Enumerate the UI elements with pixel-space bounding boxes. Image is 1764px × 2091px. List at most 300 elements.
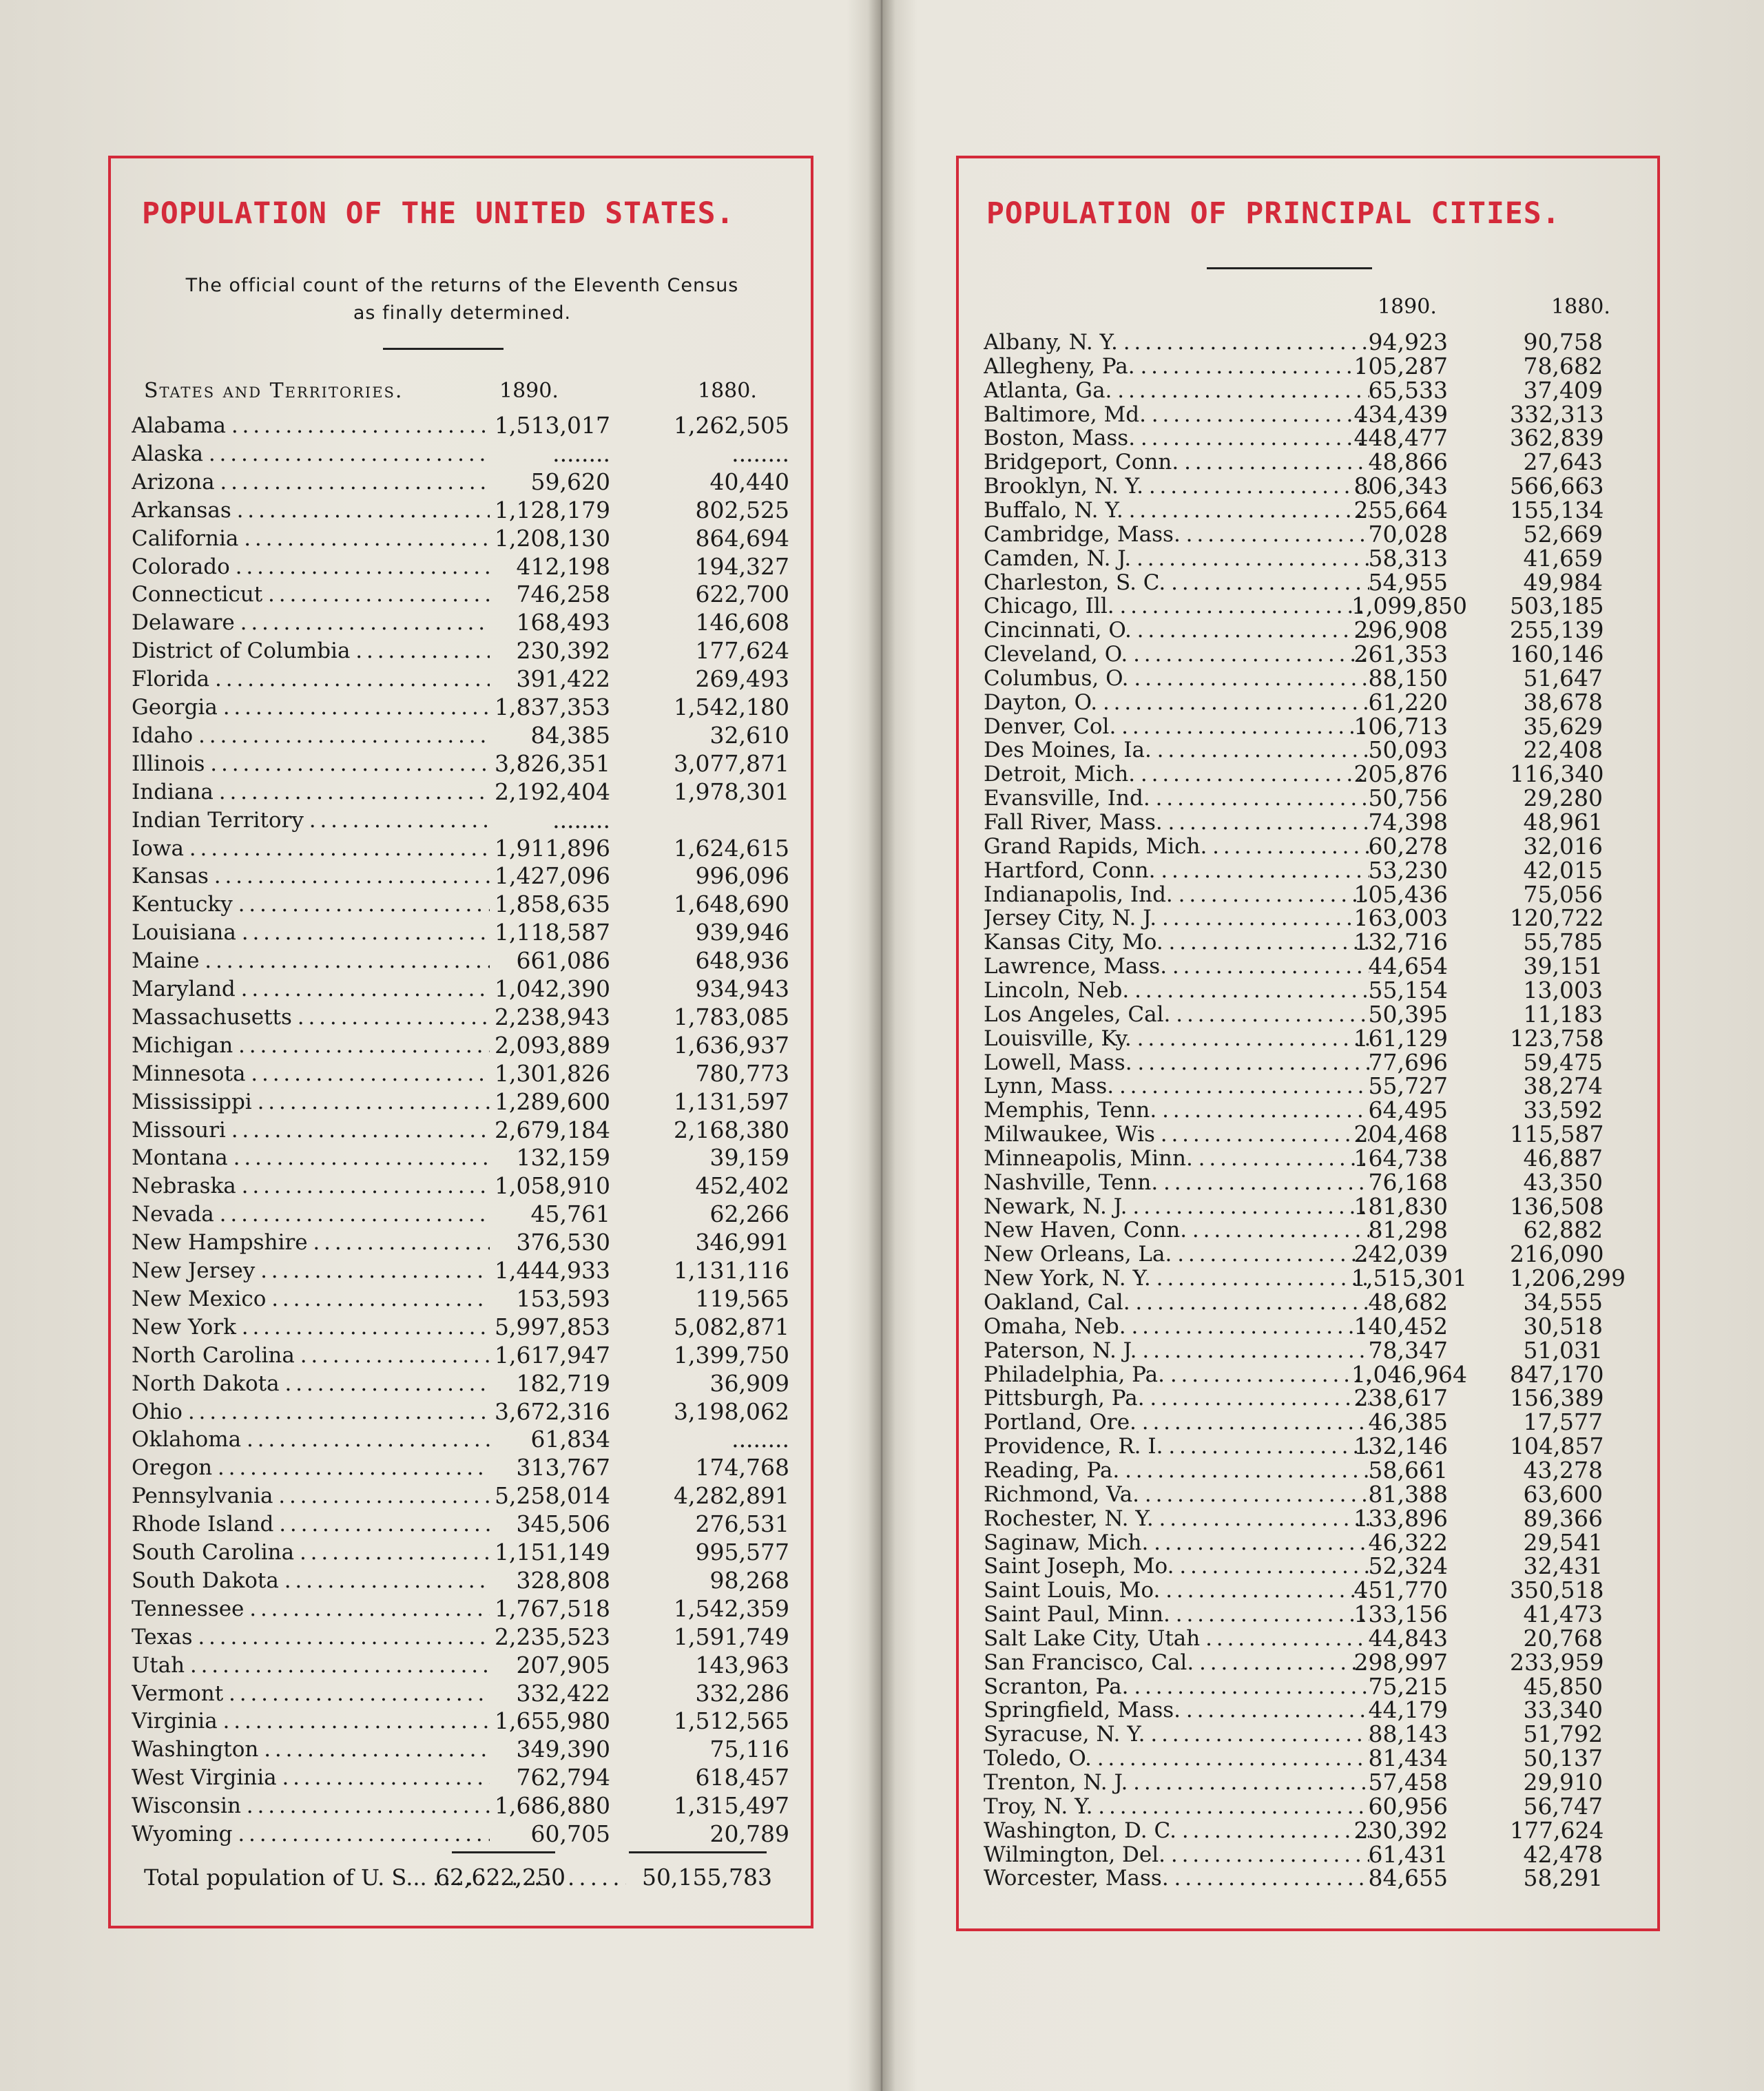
state-name: Maine . . . (132, 947, 490, 975)
city-1890-value: 298,997 (1353, 1648, 1448, 1676)
state-name: Kentucky . . . (132, 891, 490, 918)
states-page-title: POPULATION OF THE UNITED STATES. (142, 196, 735, 231)
city-name: Springfield, Mass. . . . (984, 1696, 1369, 1724)
city-row (959, 1864, 1657, 1892)
city-name: Denver, Col. . . . (984, 713, 1369, 740)
city-1890-value: 81,434 (1368, 1745, 1448, 1772)
city-name: San Francisco, Cal. . . . (984, 1649, 1369, 1676)
city-1880-value: 29,541 (1523, 1528, 1603, 1556)
city-name: Saginaw, Mich. . . . (984, 1529, 1369, 1557)
city-name: Cleveland, O. . . . (984, 641, 1369, 668)
state-name: North Carolina . . . (132, 1342, 490, 1369)
state-1890-value: 345,506 (516, 1510, 610, 1538)
state-1890-value: 1,686,880 (495, 1792, 610, 1820)
state-1890-value: 1,427,096 (495, 862, 610, 890)
city-name: Louisville, Ky. . . . (984, 1025, 1369, 1052)
state-1890-value: 2,192,404 (495, 778, 610, 805)
state-1880-value: 1,262,505 (674, 412, 789, 439)
city-1890-value: 61,431 (1368, 1840, 1448, 1868)
city-1890-value: 44,654 (1368, 953, 1448, 980)
city-name: Kansas City, Mo. . . . (984, 928, 1369, 956)
city-name: Cincinnati, O. . . . (984, 616, 1369, 644)
states-page-subtitle: The official count of the returns of the Eleventh Census as finally determined. (185, 275, 739, 324)
city-name: Lincoln, Neb. . . . (984, 977, 1369, 1004)
city-1890-value: 50,395 (1368, 1000, 1448, 1028)
state-row (111, 665, 811, 693)
city-name: Memphis, Tenn. . . . (984, 1096, 1369, 1124)
city-name: Buffalo, N. Y. . . . (984, 497, 1369, 524)
cities-population-panel (956, 156, 1660, 1931)
title-rule (1207, 267, 1372, 269)
state-1880-value: 1,783,085 (674, 1003, 789, 1030)
state-row (111, 722, 811, 749)
city-name: Fall River, Mass. . . . (984, 809, 1369, 836)
book-gutter (868, 0, 895, 2091)
city-name: Allegheny, Pa. . . . (984, 353, 1369, 380)
state-row (111, 440, 811, 468)
city-1880-value: 160,146 (1510, 641, 1604, 668)
state-1880-value: ........ (731, 439, 789, 467)
city-1890-value: 46,322 (1368, 1528, 1448, 1556)
state-1880-value: 40,440 (709, 468, 789, 495)
city-1890-value: 50,093 (1368, 736, 1448, 764)
state-1880-value: 36,909 (709, 1369, 789, 1397)
city-1890-value: 448,477 (1353, 424, 1448, 452)
city-name: Wilmington, Del. . . . (984, 1841, 1369, 1869)
state-1880-value: 1,542,180 (674, 694, 789, 720)
city-1890-value: 54,955 (1368, 568, 1448, 596)
city-1890-value: 48,866 (1368, 448, 1448, 476)
state-1880-value: 1,542,359 (674, 1594, 789, 1622)
state-row (111, 1652, 811, 1679)
city-1880-value: 49,984 (1523, 568, 1603, 596)
city-1880-value: 51,792 (1523, 1720, 1603, 1748)
city-name: New Orleans, La. . . . (984, 1240, 1369, 1268)
state-name: Idaho . . . (132, 722, 490, 749)
total-1890: 62,622,250 (435, 1864, 565, 1891)
city-name: Lynn, Mass. . . . (984, 1072, 1369, 1100)
state-name: Michigan . . . (132, 1032, 490, 1059)
city-1880-value: 29,280 (1523, 784, 1603, 812)
state-name: Delaware . . . (132, 609, 490, 636)
state-1890-value: 349,390 (516, 1736, 610, 1763)
city-1880-value: 62,882 (1523, 1216, 1603, 1244)
city-name: Los Angeles, Cal. . . . (984, 1001, 1369, 1028)
city-1880-value: 20,768 (1523, 1624, 1603, 1652)
state-row (111, 1257, 811, 1284)
city-1880-value: 39,151 (1523, 953, 1603, 980)
city-1880-value: 90,758 (1523, 329, 1603, 355)
city-name: Rochester, N. Y. . . . (984, 1505, 1369, 1532)
city-1880-value: 78,682 (1523, 352, 1603, 379)
state-row (111, 1172, 811, 1200)
state-name: Arizona . . . (132, 468, 490, 496)
state-1880-value: ........ (731, 1426, 789, 1453)
state-1890-value: 1,617,947 (495, 1341, 610, 1369)
city-1890-value: 84,655 (1368, 1864, 1448, 1892)
state-1890-value: 1,118,587 (495, 919, 610, 946)
city-1880-value: 32,016 (1523, 832, 1603, 860)
state-row (111, 807, 811, 834)
state-row (111, 1116, 811, 1144)
state-1880-value: 346,991 (695, 1229, 789, 1256)
state-1880-value: 276,531 (695, 1510, 789, 1538)
state-1890-value: 376,530 (516, 1229, 610, 1256)
city-name: Chicago, Ill. . . . (984, 592, 1369, 620)
state-row (111, 1736, 811, 1763)
state-row (111, 835, 811, 862)
city-name: Cambridge, Mass. . . . (984, 521, 1369, 548)
state-1890-value: 313,767 (516, 1454, 610, 1481)
city-name: Detroit, Mich. . . . (984, 760, 1369, 788)
city-1880-value: 177,624 (1510, 1816, 1604, 1844)
state-1880-value: 75,116 (709, 1736, 789, 1763)
state-1880-value: 1,512,565 (674, 1707, 789, 1735)
state-1890-value: 391,422 (516, 665, 610, 693)
state-name: New York . . . (132, 1313, 490, 1341)
city-1880-value: 155,134 (1510, 496, 1604, 523)
city-1880-value: 120,722 (1510, 904, 1604, 932)
state-row (111, 1792, 811, 1820)
city-name: Reading, Pa. . . . (984, 1457, 1369, 1484)
total-label: Total population of U. S... . . . (144, 1864, 626, 1891)
city-name: Milwaukee, Wis . . . (984, 1121, 1369, 1148)
state-1880-value: 3,198,062 (674, 1397, 789, 1425)
city-1890-value: 106,713 (1353, 712, 1448, 740)
city-1890-value: 242,039 (1353, 1240, 1448, 1268)
state-1890-value: 3,826,351 (495, 749, 610, 777)
city-1880-value: 35,629 (1523, 712, 1603, 740)
state-1890-value: 412,198 (516, 552, 610, 580)
state-row (111, 947, 811, 975)
state-name: Iowa . . . (132, 835, 490, 862)
state-row (111, 497, 811, 524)
city-name: Atlanta, Ga. . . . (984, 377, 1369, 404)
state-row (111, 694, 811, 721)
city-1890-value: 434,439 (1353, 400, 1448, 428)
city-1890-value: 451,770 (1353, 1577, 1448, 1604)
city-1890-value: 76,168 (1368, 1168, 1448, 1196)
state-1890-value: 2,235,523 (495, 1623, 610, 1650)
city-1880-value: 566,663 (1510, 472, 1604, 500)
state-name: Pennsylvania . . . (132, 1482, 490, 1510)
city-1880-value: 503,185 (1510, 592, 1604, 620)
city-1880-value: 136,508 (1510, 1192, 1604, 1220)
state-1890-value: 132,159 (516, 1144, 610, 1172)
city-1890-value: 132,146 (1353, 1433, 1448, 1460)
city-name: New Haven, Conn. . . . (984, 1216, 1369, 1244)
state-1880-value: 194,327 (695, 552, 789, 580)
state-name: Indiana . . . (132, 778, 490, 806)
city-1880-value: 11,183 (1523, 1000, 1603, 1028)
city-name: Omaha, Neb. . . . (984, 1313, 1369, 1340)
total-1880: 50,155,783 (642, 1864, 772, 1891)
city-1880-value: 50,137 (1523, 1745, 1603, 1772)
state-name: Kansas . . . (132, 862, 490, 890)
city-name: Washington, D. C. . . . (984, 1817, 1369, 1844)
state-name: Washington . . . (132, 1736, 490, 1763)
city-1880-value: 350,518 (1510, 1577, 1604, 1604)
state-row (111, 1200, 811, 1228)
state-name: Massachusetts . . . (132, 1003, 490, 1031)
state-name: Alaska . . . (132, 440, 490, 468)
state-name: Maryland . . . (132, 975, 490, 1003)
state-row (111, 637, 811, 665)
state-1880-value: 39,159 (709, 1144, 789, 1172)
city-1890-value: 61,220 (1368, 688, 1448, 716)
city-1890-value: 50,756 (1368, 784, 1448, 812)
state-1890-value: 3,672,316 (495, 1397, 610, 1425)
city-name: Grand Rapids, Mich. . . . (984, 833, 1369, 860)
state-name: Utah . . . (132, 1652, 490, 1679)
state-name: Connecticut . . . (132, 581, 490, 608)
city-name: Lawrence, Mass. . . . (984, 953, 1369, 980)
state-name: Wisconsin . . . (132, 1792, 490, 1820)
city-1880-value: 216,090 (1510, 1240, 1604, 1268)
state-name: Tennessee . . . (132, 1595, 490, 1623)
title-rule (383, 348, 504, 350)
state-1890-value: 661,086 (516, 947, 610, 975)
state-name: North Dakota . . . (132, 1370, 490, 1397)
state-name: Illinois . . . (132, 750, 490, 778)
city-name: Charleston, S. C. . . . (984, 569, 1369, 596)
state-name: California . . . (132, 525, 490, 552)
city-1890-value: 60,278 (1368, 832, 1448, 860)
city-1890-value: 230,392 (1353, 1816, 1448, 1844)
city-1880-value: 34,555 (1523, 1289, 1603, 1315)
city-1880-value: 22,408 (1523, 736, 1603, 764)
state-1880-value: 4,282,891 (674, 1482, 789, 1510)
state-name: Oregon . . . (132, 1454, 490, 1481)
state-1880-value: 146,608 (695, 609, 789, 636)
city-1880-value: 37,409 (1523, 376, 1603, 404)
state-row (111, 778, 811, 806)
city-1880-value: 332,313 (1510, 400, 1604, 428)
state-1880-value: 452,402 (695, 1172, 789, 1200)
state-1890-value: 2,679,184 (495, 1116, 610, 1143)
state-row (111, 919, 811, 946)
total-rule-1890 (452, 1851, 555, 1853)
city-name: Saint Paul, Minn. . . . (984, 1601, 1369, 1628)
state-row (111, 1032, 811, 1059)
state-row (111, 1539, 811, 1566)
state-name: New Hampshire . . . (132, 1229, 490, 1256)
city-name: Lowell, Mass. . . . (984, 1049, 1369, 1076)
city-name: Toledo, O. . . . (984, 1745, 1369, 1772)
state-1880-value: 3,077,871 (674, 749, 789, 777)
state-1890-value: 2,238,943 (495, 1003, 610, 1030)
states-total-row (111, 1864, 811, 1891)
city-1880-value: 255,139 (1510, 616, 1604, 644)
city-1880-value: 115,587 (1510, 1121, 1604, 1148)
state-1880-value: 98,268 (709, 1566, 789, 1594)
city-1880-value: 63,600 (1523, 1480, 1603, 1508)
state-1890-value: 1,837,353 (495, 694, 610, 720)
state-1890-value: ........ (552, 806, 610, 833)
city-1880-value: 58,291 (1523, 1864, 1603, 1892)
city-name: Indianapolis, Ind. . . . (984, 881, 1369, 908)
state-1890-value: 1,128,179 (495, 496, 610, 523)
city-1880-value: 233,959 (1510, 1648, 1604, 1676)
state-name: Arkansas . . . (132, 497, 490, 524)
state-1890-value: 45,761 (530, 1200, 610, 1228)
city-1890-value: 132,716 (1353, 928, 1448, 956)
state-1880-value: 5,082,871 (674, 1313, 789, 1340)
state-1880-value: 802,525 (695, 496, 789, 523)
city-1890-value: 55,154 (1368, 976, 1448, 1003)
state-name: Wyoming . . . (132, 1820, 490, 1848)
city-1880-value: 33,592 (1523, 1096, 1603, 1124)
city-1890-value: 57,458 (1368, 1769, 1448, 1796)
state-1890-value: 230,392 (516, 637, 610, 665)
city-1880-value: 38,678 (1523, 688, 1603, 716)
state-1890-value: 84,385 (530, 721, 610, 749)
city-1880-value: 104,857 (1510, 1433, 1604, 1460)
city-name: Des Moines, Ia. . . . (984, 736, 1369, 764)
state-row (111, 1510, 811, 1538)
city-1890-value: 58,313 (1368, 544, 1448, 572)
city-1880-value: 123,758 (1510, 1024, 1604, 1052)
city-1880-value: 847,170 (1510, 1360, 1604, 1388)
city-name: Pittsburgh, Pa. . . . (984, 1384, 1369, 1412)
city-1880-value: 116,340 (1510, 760, 1604, 788)
state-name: Colorado . . . (132, 553, 490, 581)
city-name: Camden, N. J. . . . (984, 545, 1369, 572)
state-1890-value: 1,301,826 (495, 1059, 610, 1087)
city-1880-value: 59,475 (1523, 1048, 1603, 1076)
city-name: Portland, Ore. . . . (984, 1408, 1369, 1436)
cities-page-title: POPULATION OF PRINCIPAL CITIES. (986, 196, 1561, 231)
state-1880-value: 119,565 (695, 1284, 789, 1312)
city-name: Evansville, Ind. . . . (984, 784, 1369, 812)
state-name: District of Columbia . . . (132, 637, 490, 665)
state-1880-value: 618,457 (695, 1764, 789, 1791)
state-1880-value: 1,978,301 (674, 778, 789, 805)
state-1890-value: 207,905 (516, 1651, 610, 1678)
city-1880-value: 46,887 (1523, 1144, 1603, 1172)
city-name: Jersey City, N. J. . . . (984, 904, 1369, 932)
city-1880-value: 27,643 (1523, 448, 1603, 476)
state-1880-value: 622,700 (695, 581, 789, 608)
state-1890-value: 182,719 (516, 1369, 610, 1397)
total-rule-1880 (629, 1851, 767, 1853)
city-1890-value: 133,896 (1353, 1504, 1448, 1532)
state-1890-value: 1,208,130 (495, 524, 610, 552)
city-1880-value: 48,961 (1523, 809, 1603, 835)
city-1890-value: 255,664 (1353, 496, 1448, 523)
state-row (111, 1820, 811, 1848)
city-1880-value: 41,473 (1523, 1601, 1603, 1628)
city-1880-value: 45,850 (1523, 1672, 1603, 1700)
city-1890-value: 94,923 (1368, 329, 1448, 355)
city-1890-value: 161,129 (1353, 1024, 1448, 1052)
city-1890-value: 44,179 (1368, 1696, 1448, 1724)
state-1890-value: ........ (552, 439, 610, 467)
city-1890-value: 164,738 (1353, 1144, 1448, 1172)
state-1880-value: 2,168,380 (674, 1116, 789, 1143)
state-1880-value: 20,789 (709, 1820, 789, 1847)
city-name: Syracuse, N. Y. . . . (984, 1720, 1369, 1748)
city-1880-value: 13,003 (1523, 976, 1603, 1003)
state-name: Texas . . . (132, 1623, 490, 1651)
state-name: New Jersey . . . (132, 1257, 490, 1284)
city-1880-value: 55,785 (1523, 928, 1603, 956)
state-row (111, 1482, 811, 1510)
city-1890-value: 44,843 (1368, 1624, 1448, 1652)
city-1890-value: 88,143 (1368, 1720, 1448, 1748)
state-1890-value: 1,444,933 (495, 1257, 610, 1284)
state-1890-value: 2,093,889 (495, 1031, 610, 1059)
state-1890-value: 1,858,635 (495, 891, 610, 918)
city-1890-value: 53,230 (1368, 856, 1448, 884)
city-1890-value: 806,343 (1353, 472, 1448, 500)
state-1890-value: 5,997,853 (495, 1313, 610, 1340)
city-1880-value: 30,518 (1523, 1312, 1603, 1340)
state-row (111, 1313, 811, 1341)
state-row (111, 1764, 811, 1791)
city-1880-value: 56,747 (1523, 1792, 1603, 1820)
state-1890-value: 59,620 (530, 468, 610, 495)
city-1880-value: 43,350 (1523, 1168, 1603, 1196)
state-name: Minnesota . . . (132, 1060, 490, 1088)
state-row (111, 553, 811, 581)
state-row (111, 1707, 811, 1735)
state-1890-value: 1,058,910 (495, 1172, 610, 1200)
city-1880-value: 41,659 (1523, 544, 1603, 572)
city-1890-value: 1,099,850 (1351, 592, 1467, 620)
state-name: Montana . . . (132, 1144, 490, 1172)
city-1890-value: 163,003 (1353, 904, 1448, 932)
city-1880-value: 32,431 (1523, 1552, 1603, 1580)
state-name: New Mexico . . . (132, 1285, 490, 1313)
city-name: Hartford, Conn. . . . (984, 857, 1369, 884)
city-name: New York, N. Y. . . . (984, 1265, 1369, 1292)
city-1890-value: 74,398 (1368, 809, 1448, 835)
state-1880-value: 1,636,937 (674, 1031, 789, 1059)
city-1880-value: 51,031 (1523, 1336, 1603, 1364)
state-1880-value: 32,610 (709, 721, 789, 749)
state-name: South Carolina . . . (132, 1539, 490, 1566)
state-row (111, 1229, 811, 1256)
state-1890-value: 1,655,980 (495, 1707, 610, 1735)
state-1890-value: 1,911,896 (495, 834, 610, 862)
state-name: Rhode Island . . . (132, 1510, 490, 1538)
cities-year-1890-header: 1890. (1378, 295, 1437, 319)
city-name: Worcester, Mass. . . . (984, 1864, 1369, 1892)
city-1890-value: 140,452 (1353, 1312, 1448, 1340)
city-1880-value: 51,647 (1523, 664, 1603, 691)
city-1890-value: 60,956 (1368, 1792, 1448, 1820)
state-row (111, 1567, 811, 1594)
state-name: Louisiana . . . (132, 919, 490, 946)
state-1890-value: 1,289,600 (495, 1088, 610, 1115)
state-1880-value: 174,768 (695, 1454, 789, 1481)
state-row (111, 1680, 811, 1707)
city-name: Dayton, O. . . . (984, 689, 1369, 716)
city-1880-value: 17,577 (1523, 1408, 1603, 1436)
state-1880-value: 1,131,116 (674, 1257, 789, 1284)
city-1890-value: 52,324 (1368, 1552, 1448, 1580)
state-1890-value: 153,593 (516, 1284, 610, 1312)
state-1890-value: 1,042,390 (495, 975, 610, 1002)
state-1880-value: 648,936 (695, 947, 789, 975)
state-row (111, 1623, 811, 1651)
state-row (111, 525, 811, 552)
state-1880-value: 1,399,750 (674, 1341, 789, 1369)
state-1880-value: 143,963 (695, 1651, 789, 1678)
city-name: Minneapolis, Minn. . . . (984, 1145, 1369, 1172)
cities-year-1880-header: 1880. (1551, 295, 1610, 319)
